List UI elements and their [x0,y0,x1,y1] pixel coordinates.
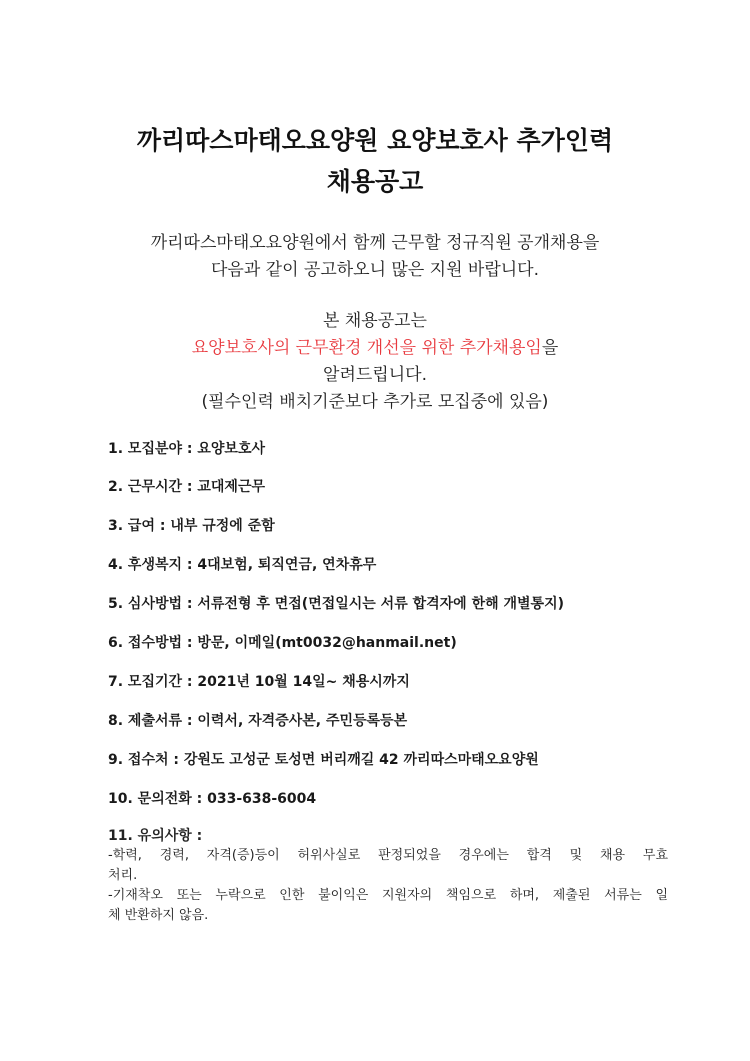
list-item-application-method: 6. 접수방법 : 방문, 이메일(mt0032@hanmail.net) [108,635,457,651]
intro-line2: 다음과 같이 공고하오니 많은 지원 바랍니다. [210,260,540,280]
notice-paragraph [0,308,750,416]
page-title-line1: 까리따스마태오요양원 요양보호사 추가인력 [136,126,614,155]
list-item-hours: 2. 근무시간 : 교대제근무 [108,479,265,495]
caution-2-line2: 체 반환하지 않음. [108,908,209,923]
notice-highlight: 요양보호사의 근무환경 개선을 위한 추가채용임 [191,338,542,358]
notice-line4: (필수인력 배치기준보다 추가로 모집중에 있음) [201,392,549,412]
list-item-salary: 3. 급여 : 내부 규정에 준함 [108,518,275,534]
notice-line2 [0,335,750,362]
notice-line1: 본 채용공고는 [323,311,427,331]
cautions-heading: 11. 유의사항 : [108,828,203,844]
page-title-line2: 채용공고 [326,167,424,196]
notice-highlight-suffix: 을 [541,338,559,358]
caution-1-line2: 처리. [108,868,138,883]
intro-paragraph [0,230,750,284]
list-item-field: 1. 모집분야 : 요양보호사 [108,441,265,457]
intro-line1: 까리따스마태오요양원에서 함께 근무할 정규직원 공개채용을 [150,233,600,253]
caution-1-line1: -학력, 경력, 자격(증)등이 허위사실로 판정되었을 경우에는 합격 및 채용 무효 [108,848,668,863]
cautions-section [108,826,668,926]
list-item-welfare: 4. 후생복지 : 4대보험, 퇴직연금, 연차휴무 [108,557,377,573]
list-item-phone: 10. 문의전화 : 033-638-6004 [108,791,317,807]
list-item-screening: 5. 심사방법 : 서류전형 후 면접(면접일시는 서류 합격자에 한해 개별통지) [108,596,564,612]
list-item-documents: 8. 제출서류 : 이력서, 자격증사본, 주민등록등본 [108,713,408,729]
notice-line3: 알려드립니다. [323,365,427,385]
list-item-period: 7. 모집기간 : 2021년 10월 14일~ 채용시까지 [108,674,410,690]
caution-2-line1: -기재착오 또는 누락으로 인한 불이익은 지원자의 책임으로 하며, 제출된 서류는 일 [108,888,668,903]
list-item-address: 9. 접수처 : 강원도 고성군 토성면 버리깨길 42 까리따스마태오요양원 [108,752,539,768]
